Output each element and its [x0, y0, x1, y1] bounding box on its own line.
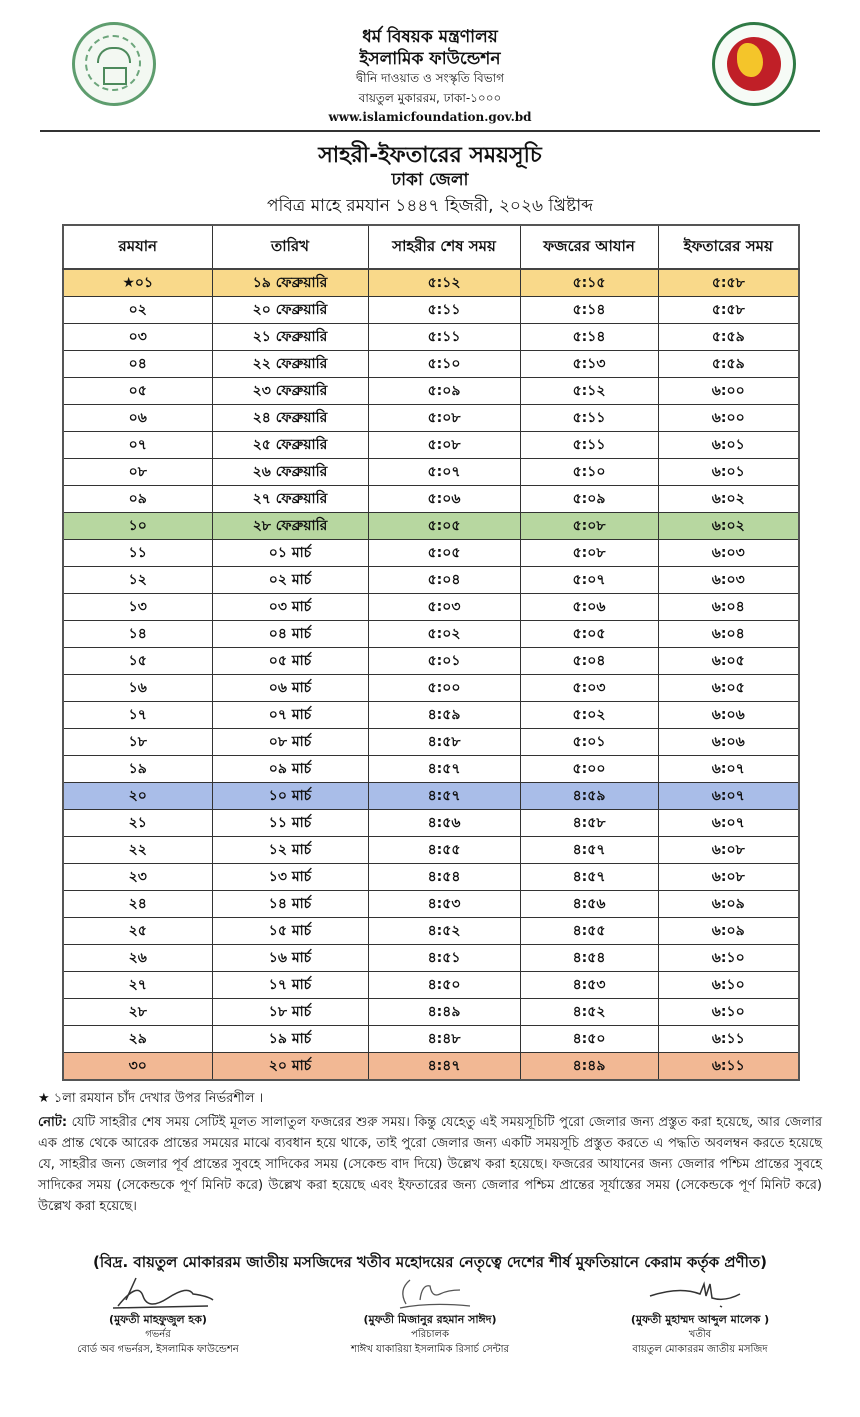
cell-iftar: ৬:০৮	[658, 837, 799, 864]
cell-sehri-end: ৪:৫১	[368, 945, 520, 972]
cell-fajr-azan: ৫:১৫	[520, 269, 658, 297]
header-divider	[40, 130, 820, 132]
table-row	[63, 378, 799, 405]
table-row	[63, 648, 799, 675]
cell-iftar: ৬:০২	[658, 486, 799, 513]
note-label: নোট:	[38, 1115, 68, 1130]
table-row	[63, 729, 799, 756]
cell-fajr-azan: ৫:০৪	[520, 648, 658, 675]
cell-sehri-end: ৫:০৪	[368, 567, 520, 594]
cell-iftar: ৬:১১	[658, 1053, 799, 1081]
cell-ramadan: ০২	[63, 297, 212, 324]
cell-sehri-end: ৫:০৮	[368, 405, 520, 432]
cell-ramadan: ২৩	[63, 864, 212, 891]
credit-line: (বিদ্র. বায়তুল মোকাররম জাতীয় মসজিদের খতীব মহোদয়ের নেতৃত্বে দেশের শীর্ষ মুফতিয়ানে কেরাম কর্তৃক প্রণীত)	[92, 1253, 767, 1271]
signatory-name: (মুফতী মাহফুজুল হক)	[109, 1313, 207, 1326]
table-row	[63, 459, 799, 486]
cell-fajr-azan: ৫:০৬	[520, 594, 658, 621]
table-row	[63, 269, 799, 297]
cell-date: ১২ মার্চ	[212, 837, 368, 864]
cell-iftar: ৫:৫৯	[658, 351, 799, 378]
cell-iftar: ৬:০৩	[658, 567, 799, 594]
cell-iftar: ৬:১১	[658, 1026, 799, 1053]
cell-sehri-end: ৪:৫২	[368, 918, 520, 945]
signatory-name: (মুফতী মিজানুর রহমান সাঈদ)	[363, 1313, 497, 1326]
cell-sehri-end: ৪:৫৯	[368, 702, 520, 729]
cell-date: ১৪ মার্চ	[212, 891, 368, 918]
table-row	[63, 1053, 799, 1081]
cell-fajr-azan: ৪:৪৯	[520, 1053, 658, 1081]
cell-date: ০৮ মার্চ	[212, 729, 368, 756]
cell-ramadan: ০৭	[63, 432, 212, 459]
cell-iftar: ৬:০৭	[658, 810, 799, 837]
cell-ramadan: ২৫	[63, 918, 212, 945]
cell-date: ১০ মার্চ	[212, 783, 368, 810]
cell-iftar: ৬:০৯	[658, 918, 799, 945]
table-row	[63, 621, 799, 648]
signature-icon	[640, 1276, 760, 1312]
cell-date: ২৬ ফেব্রুয়ারি	[212, 459, 368, 486]
explanatory-note	[38, 1112, 822, 1217]
cell-iftar: ৬:০৪	[658, 594, 799, 621]
table-row	[63, 756, 799, 783]
cell-ramadan: ১১	[63, 540, 212, 567]
cell-sehri-end: ৫:০৬	[368, 486, 520, 513]
table-header-row	[63, 225, 799, 269]
cell-ramadan: ২০	[63, 783, 212, 810]
cell-iftar: ৬:০০	[658, 405, 799, 432]
table-row	[63, 567, 799, 594]
cell-fajr-azan: ৫:১১	[520, 405, 658, 432]
table-row	[63, 945, 799, 972]
website-link[interactable]: www.islamicfoundation.gov.bd	[328, 110, 532, 124]
signatory-org: বায়তুল মোকাররম জাতীয় মসজিদ	[632, 1344, 768, 1355]
cell-ramadan: ১৫	[63, 648, 212, 675]
cell-date: ১১ মার্চ	[212, 810, 368, 837]
cell-iftar: ৬:০২	[658, 513, 799, 540]
signatory-3	[570, 1276, 830, 1357]
table-row	[63, 702, 799, 729]
cell-iftar: ৬:০৮	[658, 864, 799, 891]
cell-fajr-azan: ৫:১১	[520, 432, 658, 459]
cell-date: ১৩ মার্চ	[212, 864, 368, 891]
foundation-name: ইসলামিক ফাউন্ডেশন	[359, 49, 501, 69]
cell-ramadan: ০৫	[63, 378, 212, 405]
cell-ramadan: ২৯	[63, 1026, 212, 1053]
cell-fajr-azan: ৫:১২	[520, 378, 658, 405]
address: বায়তুল মুকাররম, ঢাকা-১০০০	[358, 91, 502, 105]
cell-sehri-end: ৪:৫০	[368, 972, 520, 999]
table-row	[63, 918, 799, 945]
cell-date: ০১ মার্চ	[212, 540, 368, 567]
cell-fajr-azan: ৫:০০	[520, 756, 658, 783]
cell-fajr-azan: ৫:০১	[520, 729, 658, 756]
cell-ramadan: ১৬	[63, 675, 212, 702]
cell-fajr-azan: ৫:০৫	[520, 621, 658, 648]
cell-date: ১৯ মার্চ	[212, 1026, 368, 1053]
signatory-name: (মুফতী মুহাম্মদ আব্দুল মালেক )	[630, 1313, 770, 1326]
cell-fajr-azan: ৫:১৪	[520, 324, 658, 351]
cell-iftar: ৬:০৬	[658, 702, 799, 729]
table-row	[63, 864, 799, 891]
cell-ramadan: ১২	[63, 567, 212, 594]
cell-iftar: ৬:০৭	[658, 756, 799, 783]
cell-sehri-end: ৫:০৭	[368, 459, 520, 486]
cell-ramadan: ১০	[63, 513, 212, 540]
cell-ramadan: ২৮	[63, 999, 212, 1026]
cell-sehri-end: ৪:৫৬	[368, 810, 520, 837]
cell-sehri-end: ৪:৪৭	[368, 1053, 520, 1081]
signatory-role: গভর্নর	[145, 1329, 171, 1340]
cell-sehri-end: ৫:১২	[368, 269, 520, 297]
table-row	[63, 810, 799, 837]
cell-sehri-end: ৫:১১	[368, 324, 520, 351]
cell-sehri-end: ৪:৫৪	[368, 864, 520, 891]
cell-ramadan: ০৪	[63, 351, 212, 378]
table-row	[63, 891, 799, 918]
table-row	[63, 432, 799, 459]
col-header-sehri-end: সাহরীর শেষ সময়	[368, 225, 520, 269]
cell-iftar: ৬:০৫	[658, 648, 799, 675]
cell-iftar: ৬:০৭	[658, 783, 799, 810]
cell-date: ২৮ ফেব্রুয়ারি	[212, 513, 368, 540]
cell-sehri-end: ৫:১১	[368, 297, 520, 324]
cell-ramadan: ১৮	[63, 729, 212, 756]
cell-ramadan: ২১	[63, 810, 212, 837]
table-row	[63, 837, 799, 864]
signatory-org: শাঈখ যাকারিয়া ইসলামিক রিসার্চ সেন্টার	[350, 1344, 510, 1355]
cell-sehri-end: ৫:০১	[368, 648, 520, 675]
ministry-name: ধর্ম বিষয়ক মন্ত্রণালয়	[362, 27, 498, 47]
table-row	[63, 486, 799, 513]
cell-iftar: ৬:০৯	[658, 891, 799, 918]
cell-sehri-end: ৫:০৯	[368, 378, 520, 405]
star-footnote: ★ ১লা রমযান চাঁদ দেখার উপর নির্ভরশীল ।	[38, 1091, 264, 1106]
cell-date: ০৩ মার্চ	[212, 594, 368, 621]
cell-date: ১৮ মার্চ	[212, 999, 368, 1026]
cell-date: ০৫ মার্চ	[212, 648, 368, 675]
cell-date: ১৯ ফেব্রুয়ারি	[212, 269, 368, 297]
cell-date: ২১ ফেব্রুয়ারি	[212, 324, 368, 351]
cell-ramadan: ১৭	[63, 702, 212, 729]
cell-sehri-end: ৫:০৫	[368, 540, 520, 567]
note-text: যেটি সাহরীর শেষ সময় সেটিই মূলত সালাতুল ফজরের শুরু সময়। কিন্তু যেহেতু এই সময়সূচিটি পুরো জেলার জন্য প্রস্তুত করা হয়েছে, আর জেলার এক প্রান্ত থেকে আরেক প্রান্তের সময়ের মাঝে ব্যবধান হয়ে থাকে, তাই পুরো জেলার জন্য একটি সময়সূচি প্রস্তুত করতে এ পদ্ধতি অবলম্বন করতে হয়েছে যে, সাহরীর জন্য জেলার পূর্ব প্রান্তের সুবহে সাদিকের সময় (সেকেন্ড বাদ দিয়ে) উল্লেখ করা হয়েছে। ফজরের আযানের জন্য জেলার পশ্চিম প্রান্তের সুবহে সাদিকের সময় (সেকেন্ডকে পূর্ণ মিনিট করে) উল্লেখ করা হয়েছে এবং ইফতারের জন্য জেলার পশ্চিম প্রান্তের সূর্যাস্তের সময় (সেকেন্ডকে পূর্ণ মিনিট করে) উল্লেখ করা হয়েছে।	[38, 1115, 823, 1214]
cell-ramadan: ০৯	[63, 486, 212, 513]
cell-ramadan: ২৪	[63, 891, 212, 918]
cell-sehri-end: ৪:৫৭	[368, 783, 520, 810]
cell-fajr-azan: ৪:৫৫	[520, 918, 658, 945]
cell-fajr-azan: ৫:১০	[520, 459, 658, 486]
table-row	[63, 594, 799, 621]
cell-sehri-end: ৪:৫৩	[368, 891, 520, 918]
cell-fajr-azan: ৪:৫৬	[520, 891, 658, 918]
cell-ramadan: ১৪	[63, 621, 212, 648]
cell-iftar: ৫:৫৮	[658, 269, 799, 297]
cell-ramadan: ২৭	[63, 972, 212, 999]
cell-ramadan: ৩০	[63, 1053, 212, 1081]
cell-ramadan: ০৮	[63, 459, 212, 486]
table-row	[63, 297, 799, 324]
cell-fajr-azan: ৪:৫০	[520, 1026, 658, 1053]
page-title: সাহরী-ইফতারের সময়সূচি	[318, 143, 542, 168]
cell-fajr-azan: ৫:১৪	[520, 297, 658, 324]
cell-ramadan: ২৬	[63, 945, 212, 972]
table-row	[63, 783, 799, 810]
cell-iftar: ৬:০১	[658, 459, 799, 486]
cell-iftar: ৬:০০	[658, 378, 799, 405]
cell-fajr-azan: ৪:৫৮	[520, 810, 658, 837]
table-row	[63, 1026, 799, 1053]
table-row	[63, 972, 799, 999]
cell-fajr-azan: ৫:০৯	[520, 486, 658, 513]
col-header-ramadan: রমযান	[63, 225, 212, 269]
cell-iftar: ৬:০৩	[658, 540, 799, 567]
cell-fajr-azan: ৫:০৮	[520, 540, 658, 567]
cell-iftar: ৫:৫৮	[658, 297, 799, 324]
cell-iftar: ৬:০৪	[658, 621, 799, 648]
cell-fajr-azan: ৪:৫৭	[520, 837, 658, 864]
cell-sehri-end: ৫:১০	[368, 351, 520, 378]
cell-ramadan: ২২	[63, 837, 212, 864]
cell-fajr-azan: ৫:০২	[520, 702, 658, 729]
schedule-table	[62, 224, 800, 1081]
cell-date: ০৯ মার্চ	[212, 756, 368, 783]
cell-fajr-azan: ৪:৫৯	[520, 783, 658, 810]
table-row	[63, 999, 799, 1026]
signature-icon	[370, 1276, 490, 1312]
cell-ramadan: ★০১	[63, 269, 212, 297]
signatory-1	[28, 1276, 288, 1357]
cell-ramadan: ১৩	[63, 594, 212, 621]
cell-fajr-azan: ৫:১৩	[520, 351, 658, 378]
signature-icon	[98, 1276, 218, 1312]
cell-date: ২৩ ফেব্রুয়ারি	[212, 378, 368, 405]
cell-date: ২৪ ফেব্রুয়ারি	[212, 405, 368, 432]
table-row	[63, 351, 799, 378]
signatory-2	[300, 1276, 560, 1357]
cell-date: ১৭ মার্চ	[212, 972, 368, 999]
signatory-org: বোর্ড অব গভর্নরস, ইসলামিক ফাউন্ডেশন	[77, 1344, 239, 1355]
cell-date: ২৫ ফেব্রুয়ারি	[212, 432, 368, 459]
department-name: দ্বীনি দাওয়াত ও সংস্কৃতি বিভাগ	[356, 71, 504, 85]
table-body	[63, 269, 799, 1080]
cell-ramadan: ০৩	[63, 324, 212, 351]
cell-date: ২০ ফেব্রুয়ারি	[212, 297, 368, 324]
cell-iftar: ৬:১০	[658, 972, 799, 999]
cell-iftar: ৬:০১	[658, 432, 799, 459]
cell-date: ১৬ মার্চ	[212, 945, 368, 972]
cell-sehri-end: ৫:০০	[368, 675, 520, 702]
signatory-role: পরিচালক	[411, 1329, 449, 1340]
cell-date: ২২ ফেব্রুয়ারি	[212, 351, 368, 378]
cell-fajr-azan: ৫:০৭	[520, 567, 658, 594]
cell-date: ০২ মার্চ	[212, 567, 368, 594]
cell-iftar: ৬:১০	[658, 945, 799, 972]
cell-sehri-end: ৪:৫৫	[368, 837, 520, 864]
district-title: ঢাকা জেলা	[391, 170, 469, 190]
cell-sehri-end: ৫:০৮	[368, 432, 520, 459]
signatory-role: খতীব	[688, 1329, 712, 1340]
table-row	[63, 513, 799, 540]
cell-date: ০৬ মার্চ	[212, 675, 368, 702]
cell-sehri-end: ৪:৫৭	[368, 756, 520, 783]
cell-sehri-end: ৫:০৩	[368, 594, 520, 621]
cell-iftar: ৬:০৫	[658, 675, 799, 702]
table-row	[63, 540, 799, 567]
cell-date: ১৫ মার্চ	[212, 918, 368, 945]
table-row	[63, 675, 799, 702]
cell-sehri-end: ৪:৪৮	[368, 1026, 520, 1053]
cell-date: ০৪ মার্চ	[212, 621, 368, 648]
cell-fajr-azan: ৪:৫২	[520, 999, 658, 1026]
cell-sehri-end: ৪:৪৯	[368, 999, 520, 1026]
cell-date: ০৭ মার্চ	[212, 702, 368, 729]
cell-sehri-end: ৫:০৫	[368, 513, 520, 540]
cell-sehri-end: ৪:৫৮	[368, 729, 520, 756]
cell-iftar: ৫:৫৯	[658, 324, 799, 351]
cell-date: ২০ মার্চ	[212, 1053, 368, 1081]
cell-date: ২৭ ফেব্রুয়ারি	[212, 486, 368, 513]
year-subtitle: পবিত্র মাহে রমযান ১৪৪৭ হিজরী, ২০২৬ খ্রিষ্টাব্দ	[266, 196, 594, 216]
cell-fajr-azan: ৫:০৩	[520, 675, 658, 702]
cell-iftar: ৬:০৬	[658, 729, 799, 756]
col-header-iftar: ইফতারের সময়	[658, 225, 799, 269]
cell-fajr-azan: ৪:৫৩	[520, 972, 658, 999]
col-header-fajr-azan: ফজরের আযান	[520, 225, 658, 269]
table-row	[63, 405, 799, 432]
cell-fajr-azan: ৪:৫৪	[520, 945, 658, 972]
cell-ramadan: ১৯	[63, 756, 212, 783]
cell-ramadan: ০৬	[63, 405, 212, 432]
cell-fajr-azan: ৫:০৮	[520, 513, 658, 540]
col-header-date: তারিখ	[212, 225, 368, 269]
cell-sehri-end: ৫:০২	[368, 621, 520, 648]
cell-iftar: ৬:১০	[658, 999, 799, 1026]
table-row	[63, 324, 799, 351]
cell-fajr-azan: ৪:৫৭	[520, 864, 658, 891]
